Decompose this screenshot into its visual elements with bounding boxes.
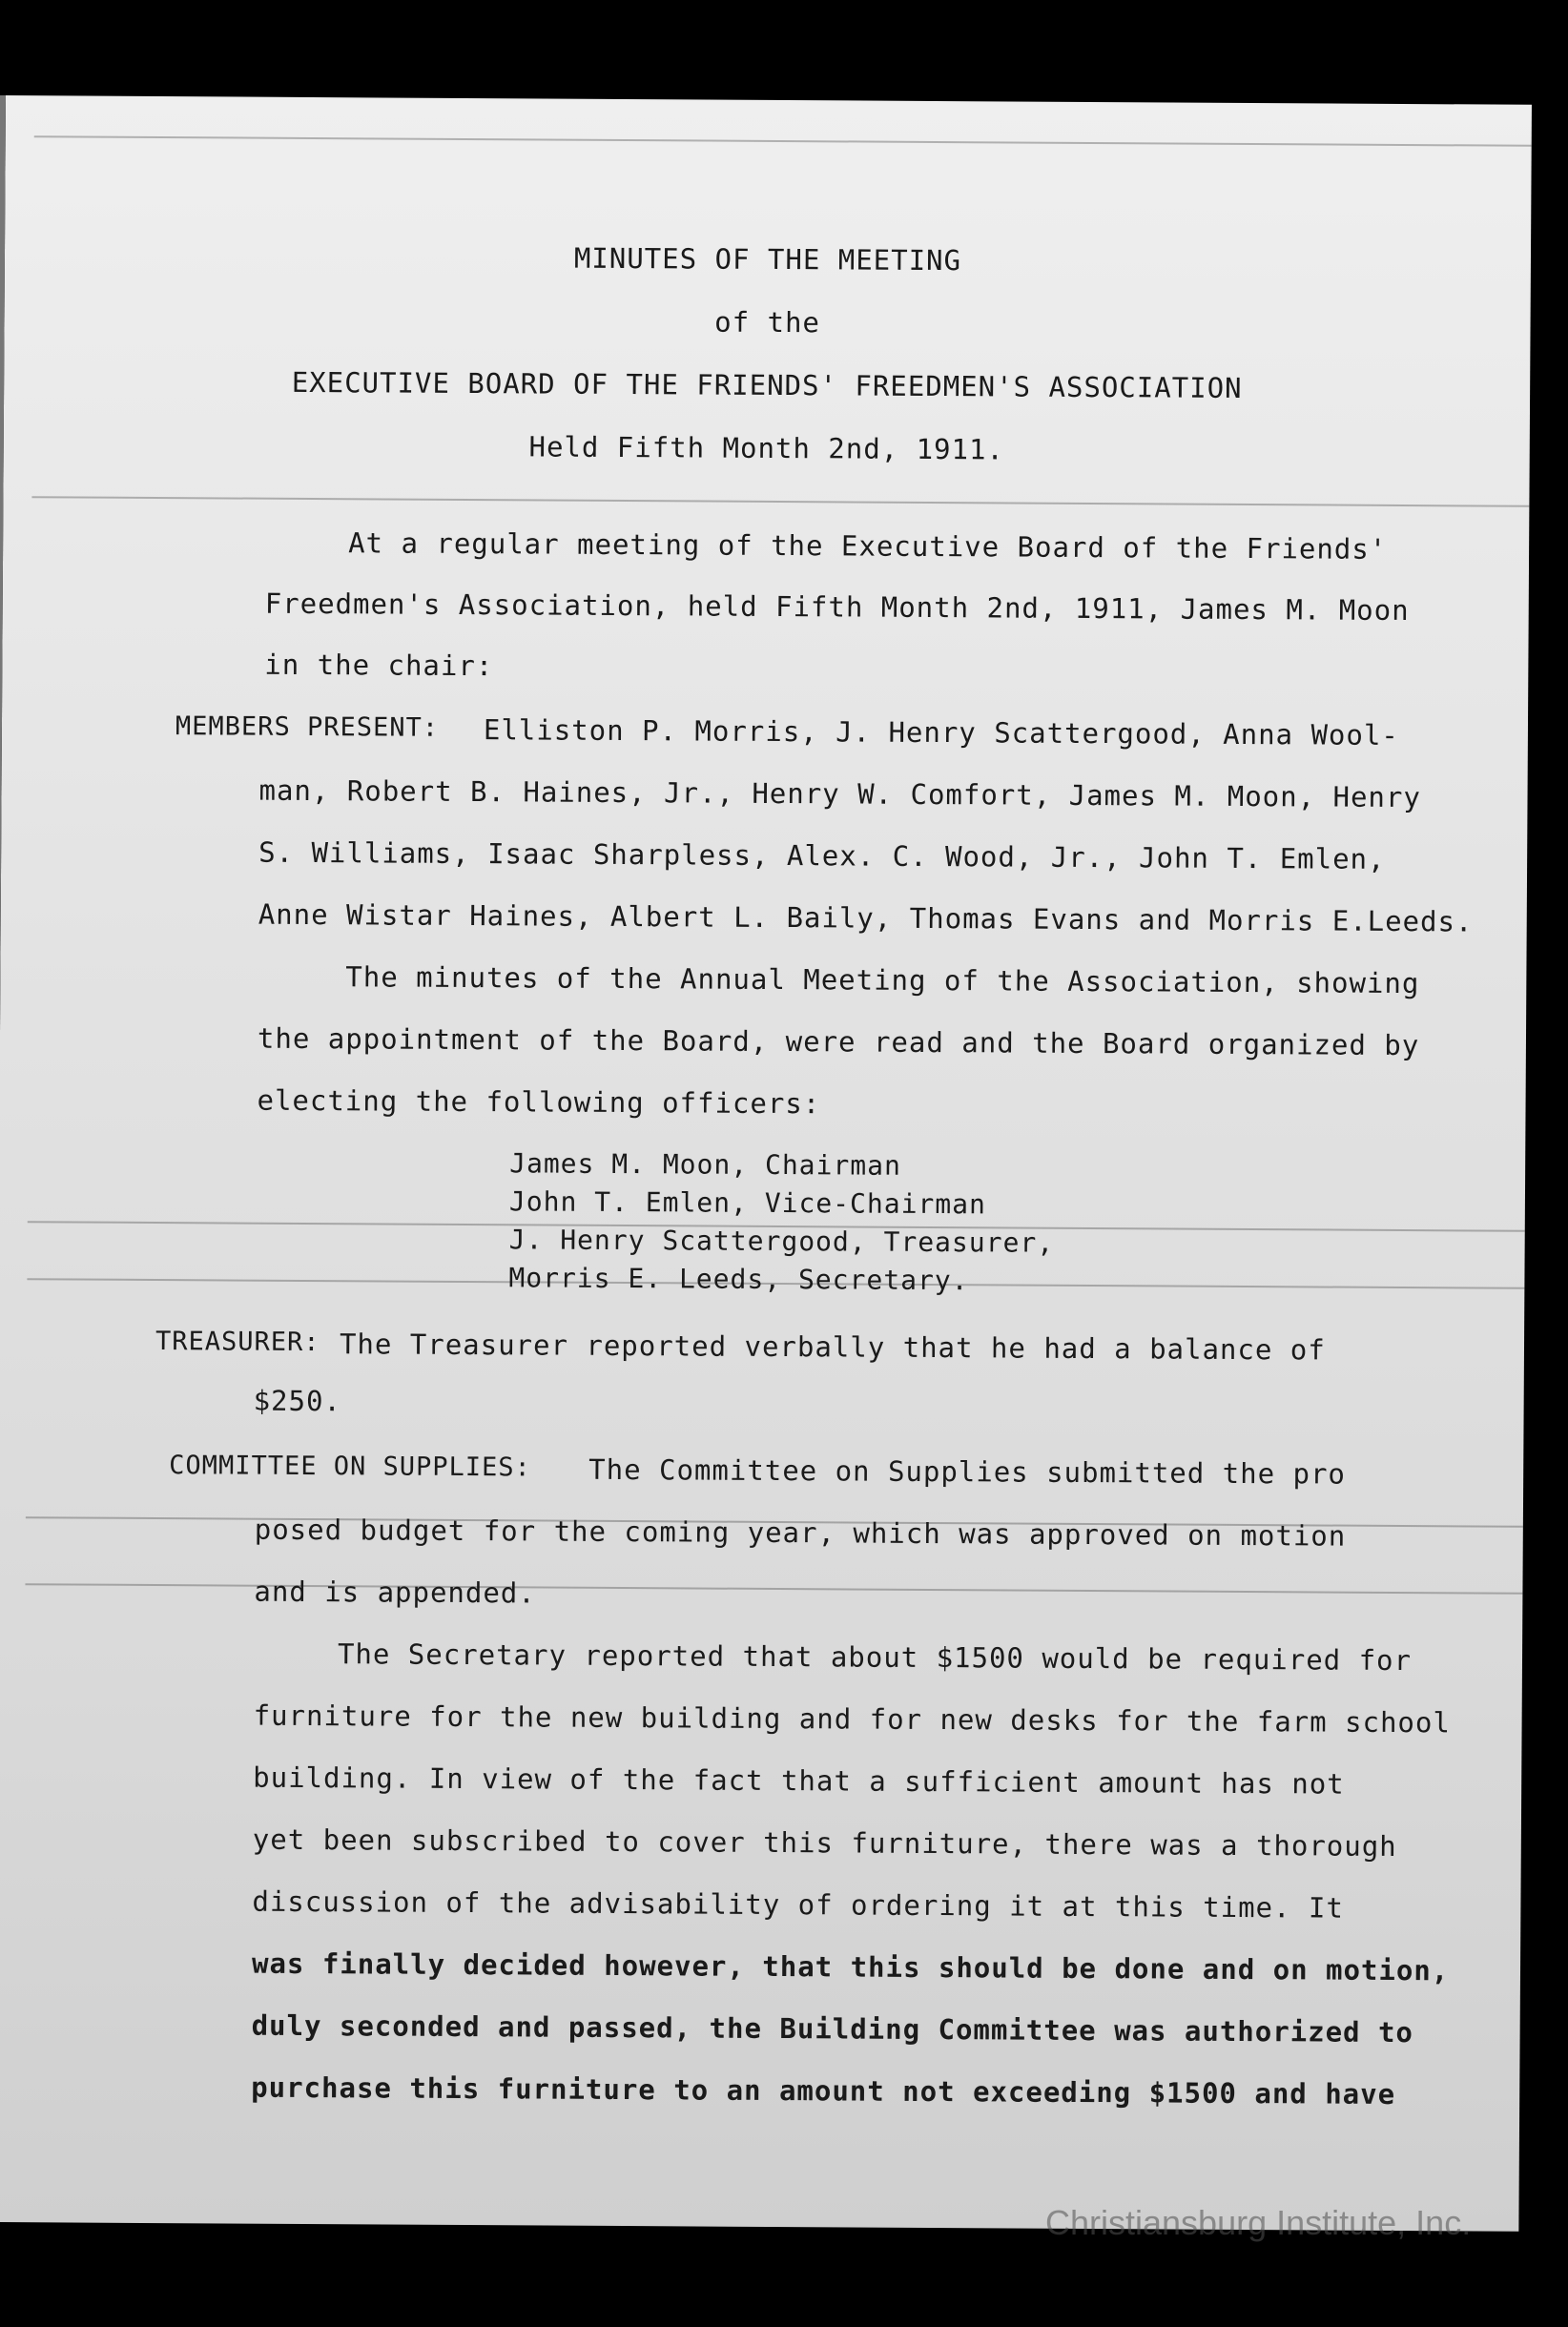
- secretary-line-4: yet been subscribed to cover this furniture, there was a thorough: [252, 1822, 1397, 1863]
- ruled-line: [31, 496, 1529, 507]
- officer-vice-chairman: John T. Emlen, Vice-Chairman: [508, 1185, 987, 1221]
- treasurer-line-1: The Treasurer reported verbally that he had a balance of: [339, 1328, 1326, 1367]
- ruled-line: [25, 1583, 1522, 1595]
- supplies-line-2: posed budget for the coming year, which was approved on motion: [254, 1513, 1347, 1553]
- annual-line-3: electing the following officers:: [257, 1083, 821, 1121]
- secretary-line-3: building. In view of the fact that a sufficient amount has not: [253, 1761, 1345, 1801]
- watermark: Christiansburg Institute, Inc.: [1045, 2203, 1472, 2242]
- secretary-line-6: was finally decided however, that this should be done and on motion,: [251, 1946, 1450, 1987]
- members-line-1: Elliston P. Morris, J. Henry Scattergood, Anna Wool-: [483, 713, 1399, 752]
- members-line-3: S. Williams, Isaac Sharpless, Alex. C. Wood, Jr., John T. Emlen,: [258, 835, 1386, 875]
- annual-line-1: The minutes of the Annual Meeting of the Association, showing: [345, 960, 1420, 1000]
- intro-line-2: Freedmen's Association, held Fifth Month 2nd, 1911, James M. Moon: [264, 587, 1410, 628]
- heading-line-1: MINUTES OF THE MEETING: [573, 241, 962, 278]
- officer-chairman: James M. Moon, Chairman: [509, 1147, 901, 1182]
- secretary-line-7: duly seconded and passed, the Building Committee was authorized to: [251, 2008, 1414, 2049]
- heading-line-4: Held Fifth Month 2nd, 1911.: [528, 430, 1005, 466]
- secretary-line-1: The Secretary reported that about $1500 would be required for: [337, 1637, 1413, 1678]
- treasurer-line-2: $250.: [253, 1384, 342, 1418]
- members-label: MEMBERS PRESENT:: [175, 711, 440, 743]
- members-line-2: man, Robert B. Haines, Jr., Henry W. Comfort, James M. Moon, Henry: [258, 773, 1421, 814]
- intro-line-3: in the chair:: [264, 648, 494, 683]
- secretary-line-5: discussion of the advisability of ordering it at this time. It: [252, 1884, 1345, 1925]
- officer-treasurer: J. Henry Scattergood, Treasurer,: [508, 1224, 1055, 1259]
- secretary-line-2: furniture for the new building and for new desks for the farm school: [253, 1699, 1451, 1740]
- heading-line-2: of the: [714, 305, 821, 340]
- supplies-label: COMMITTEE ON SUPPLIES:: [169, 1451, 531, 1483]
- heading-line-3: EXECUTIVE BOARD OF THE FRIENDS' FREEDMEN'S ASSOCIATION: [291, 365, 1243, 404]
- supplies-line-3: and is appended.: [254, 1575, 536, 1610]
- ruled-line: [34, 135, 1532, 147]
- intro-line-1: At a regular meeting of the Executive Board of the Friends': [348, 526, 1388, 566]
- document-page: [0, 95, 1532, 2232]
- officer-secretary: Morris E. Leeds, Secretary.: [508, 1262, 969, 1297]
- supplies-line-1: The Committee on Supplies submitted the pro: [588, 1452, 1347, 1491]
- annual-line-2: the appointment of the Board, were read and the Board organized by: [257, 1021, 1420, 1062]
- members-line-4: Anne Wistar Haines, Albert L. Baily, Thomas Evans and Morris E.Leeds.: [258, 897, 1474, 938]
- treasurer-label: TREASURER:: [155, 1327, 320, 1358]
- secretary-line-8: purchase this furniture to an amount not exceeding $1500 and have: [251, 2070, 1396, 2111]
